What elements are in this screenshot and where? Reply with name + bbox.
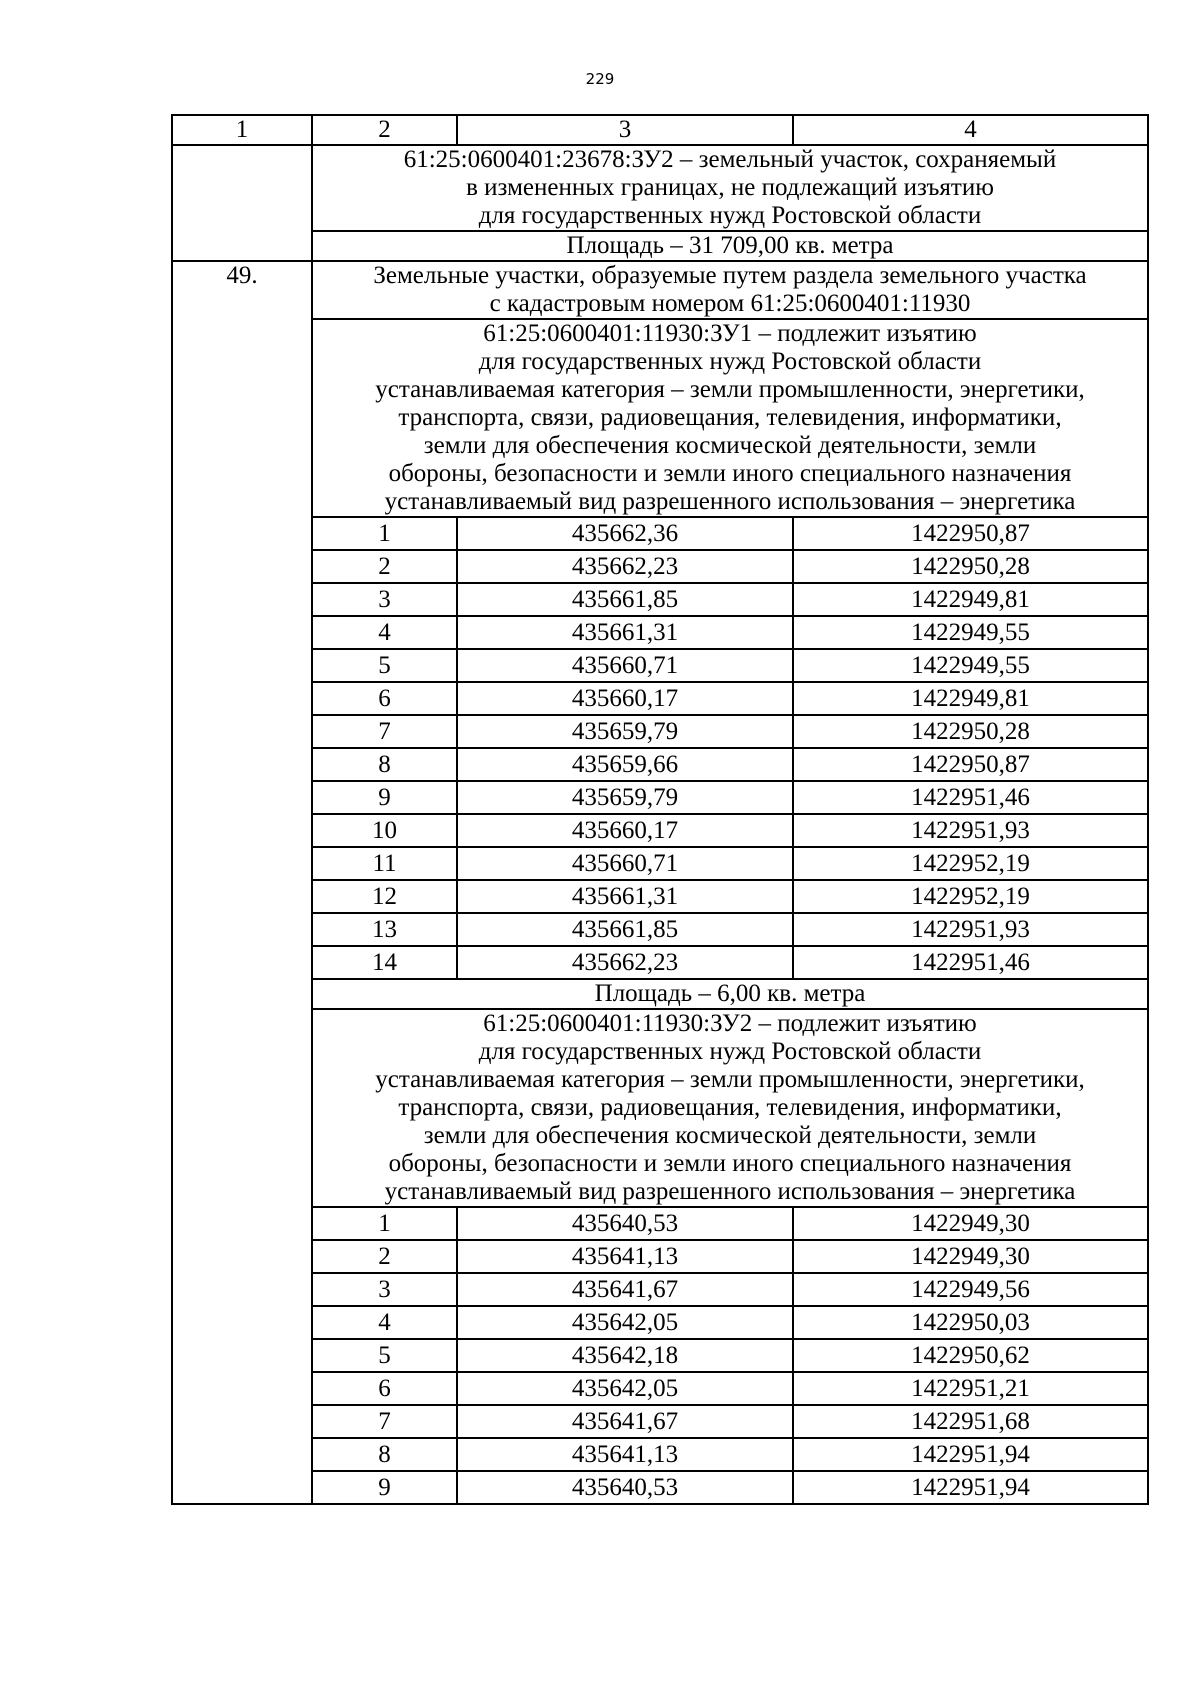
coordinate-x-cell: 435659,66 — [457, 748, 793, 781]
coordinate-x-cell: 435641,13 — [457, 1240, 793, 1273]
coordinate-y-cell: 1422950,87 — [793, 748, 1148, 781]
point-number-cell: 9 — [312, 1471, 457, 1504]
intro-area-cell: Площадь – 31 709,00 кв. метра — [312, 231, 1148, 261]
page-number: 229 — [585, 70, 615, 88]
coordinate-row — [172, 814, 1148, 847]
coordinate-row — [172, 715, 1148, 748]
point-number-cell: 13 — [312, 913, 457, 946]
coordinate-y-cell: 1422952,19 — [793, 847, 1148, 880]
point-number-cell: 2 — [312, 550, 457, 583]
item-number-cell: 49. — [172, 261, 312, 1504]
parcel-description-line: транспорта, связи, радиовещания, телевидения, информатики, — [398, 404, 1062, 431]
coordinate-x-cell: 435662,23 — [457, 946, 793, 979]
point-number-cell: 1 — [312, 1207, 457, 1240]
coordinates-table — [171, 114, 1149, 1505]
coordinate-x-cell: 435659,79 — [457, 715, 793, 748]
coordinate-y-cell: 1422949,81 — [793, 682, 1148, 715]
coordinate-y-cell: 1422951,46 — [793, 781, 1148, 814]
point-number-cell: 2 — [312, 1240, 457, 1273]
parcel-area-cell: Площадь – 6,00 кв. метра — [312, 979, 1148, 1009]
point-number-cell: 12 — [312, 880, 457, 913]
point-number-cell: 3 — [312, 1273, 457, 1306]
item-title-cell — [312, 261, 1148, 319]
coordinate-x-cell: 435641,13 — [457, 1438, 793, 1471]
intro-line: 61:25:0600401:23678:ЗУ2 – земельный участок, сохраняемый — [403, 146, 1057, 173]
item-title-line: Земельные участки, образуемые путем раздела земельного участка — [373, 262, 1087, 289]
coordinate-x-cell: 435640,53 — [457, 1207, 793, 1240]
coordinate-row — [172, 550, 1148, 583]
point-number-cell: 14 — [312, 946, 457, 979]
coordinate-row — [172, 1339, 1148, 1372]
coordinate-x-cell: 435641,67 — [457, 1273, 793, 1306]
parcel-description-line: обороны, безопасности и земли иного специального назначения — [388, 1150, 1072, 1177]
intro-line: в измененных границах, не подлежащий изъятию — [466, 174, 994, 201]
coordinate-y-cell: 1422952,19 — [793, 880, 1148, 913]
point-number-cell: 6 — [312, 682, 457, 715]
coordinate-x-cell: 435640,53 — [457, 1471, 793, 1504]
coordinate-x-cell: 435642,05 — [457, 1372, 793, 1405]
coordinate-y-cell: 1422951,46 — [793, 946, 1148, 979]
point-number-cell: 7 — [312, 715, 457, 748]
coordinate-y-cell: 1422950,62 — [793, 1339, 1148, 1372]
point-number-cell: 4 — [312, 616, 457, 649]
point-number-cell: 10 — [312, 814, 457, 847]
intro-description-cell — [312, 145, 1148, 231]
parcel-description-line: устанавливаемая категория – земли промышленности, энергетики, — [375, 376, 1085, 403]
point-number-cell: 4 — [312, 1306, 457, 1339]
point-number-cell: 11 — [312, 847, 457, 880]
item-title-line: с кадастровым номером 61:25:0600401:11930 — [489, 290, 971, 317]
point-number-cell: 7 — [312, 1405, 457, 1438]
coordinate-row — [172, 1471, 1148, 1504]
coordinate-x-cell: 435641,67 — [457, 1405, 793, 1438]
coordinate-x-cell: 435660,17 — [457, 682, 793, 715]
coordinate-row — [172, 1372, 1148, 1405]
item-title-row — [172, 261, 1148, 319]
coordinate-row — [172, 649, 1148, 682]
coordinate-row — [172, 1207, 1148, 1240]
coordinate-y-cell: 1422949,55 — [793, 649, 1148, 682]
header-cell: 3 — [457, 115, 793, 145]
parcel-description-cell — [312, 1009, 1148, 1207]
coordinate-x-cell: 435662,36 — [457, 517, 793, 550]
coordinate-y-cell: 1422951,93 — [793, 814, 1148, 847]
coordinate-x-cell: 435661,85 — [457, 913, 793, 946]
coordinate-y-cell: 1422951,94 — [793, 1471, 1148, 1504]
coordinate-row — [172, 682, 1148, 715]
parcel-description-line: для государственных нужд Ростовской области — [478, 1038, 982, 1065]
header-cell: 1 — [172, 115, 312, 145]
coordinate-y-cell: 1422949,56 — [793, 1273, 1148, 1306]
parcel-description-line: устанавливаемая категория – земли промышленности, энергетики, — [375, 1066, 1085, 1093]
parcel-description-line: 61:25:0600401:11930:ЗУ1 – подлежит изъятию — [483, 320, 977, 347]
coordinate-x-cell: 435660,71 — [457, 847, 793, 880]
coordinate-y-cell: 1422950,03 — [793, 1306, 1148, 1339]
coordinate-x-cell: 435661,31 — [457, 880, 793, 913]
coordinate-row — [172, 913, 1148, 946]
coordinate-row — [172, 946, 1148, 979]
coordinate-x-cell: 435642,18 — [457, 1339, 793, 1372]
parcel-description-line: для государственных нужд Ростовской области — [478, 348, 982, 375]
coordinate-y-cell: 1422951,93 — [793, 913, 1148, 946]
coordinate-row — [172, 1438, 1148, 1471]
coordinate-row — [172, 1405, 1148, 1438]
point-number-cell: 6 — [312, 1372, 457, 1405]
coordinate-x-cell: 435661,85 — [457, 583, 793, 616]
point-number-cell: 1 — [312, 517, 457, 550]
coordinate-y-cell: 1422949,55 — [793, 616, 1148, 649]
coordinate-row — [172, 880, 1148, 913]
point-number-cell: 5 — [312, 1339, 457, 1372]
parcel-description-row — [172, 319, 1148, 517]
coordinate-x-cell: 435661,31 — [457, 616, 793, 649]
coordinate-row — [172, 616, 1148, 649]
coordinate-y-cell: 1422949,30 — [793, 1240, 1148, 1273]
coordinate-y-cell: 1422951,94 — [793, 1438, 1148, 1471]
coordinate-row — [172, 781, 1148, 814]
intro-area-row — [172, 231, 1148, 261]
coordinate-x-cell: 435662,23 — [457, 550, 793, 583]
parcel-description-line: земли для обеспечения космической деятельности, земли — [423, 432, 1037, 459]
point-number-cell: 8 — [312, 1438, 457, 1471]
coordinate-row — [172, 847, 1148, 880]
coordinate-row — [172, 517, 1148, 550]
parcel-description-line: обороны, безопасности и земли иного специального назначения — [388, 460, 1072, 487]
coordinate-y-cell: 1422951,68 — [793, 1405, 1148, 1438]
parcel-description-cell — [312, 319, 1148, 517]
coordinate-row — [172, 583, 1148, 616]
parcel-description-row — [172, 1009, 1148, 1207]
parcel-area-row — [172, 979, 1148, 1009]
header-row — [172, 115, 1148, 145]
coordinate-y-cell: 1422951,21 — [793, 1372, 1148, 1405]
parcel-description-line: земли для обеспечения космической деятельности, земли — [423, 1122, 1037, 1149]
intro-number-cell — [172, 145, 312, 261]
header-cell: 2 — [312, 115, 457, 145]
coordinate-y-cell: 1422949,30 — [793, 1207, 1148, 1240]
coordinate-x-cell: 435660,17 — [457, 814, 793, 847]
point-number-cell: 9 — [312, 781, 457, 814]
coordinate-row — [172, 1273, 1148, 1306]
parcel-description-line: устанавливаемый вид разрешенного использования – энергетика — [384, 488, 1076, 515]
point-number-cell: 5 — [312, 649, 457, 682]
coordinate-row — [172, 1240, 1148, 1273]
coordinate-row — [172, 1306, 1148, 1339]
coordinate-x-cell: 435659,79 — [457, 781, 793, 814]
coordinate-y-cell: 1422949,81 — [793, 583, 1148, 616]
coordinate-y-cell: 1422950,28 — [793, 550, 1148, 583]
coordinate-y-cell: 1422950,87 — [793, 517, 1148, 550]
coordinate-row — [172, 748, 1148, 781]
parcel-description-line: транспорта, связи, радиовещания, телевидения, информатики, — [398, 1094, 1062, 1121]
coordinate-x-cell: 435660,71 — [457, 649, 793, 682]
point-number-cell: 8 — [312, 748, 457, 781]
parcel-description-line: 61:25:0600401:11930:ЗУ2 – подлежит изъятию — [483, 1010, 977, 1037]
coordinate-x-cell: 435642,05 — [457, 1306, 793, 1339]
coordinate-y-cell: 1422950,28 — [793, 715, 1148, 748]
intro-description-row — [172, 145, 1148, 231]
header-cell: 4 — [793, 115, 1148, 145]
parcel-description-line: устанавливаемый вид разрешенного использования – энергетика — [384, 1178, 1076, 1205]
intro-line: для государственных нужд Ростовской области — [478, 202, 982, 229]
point-number-cell: 3 — [312, 583, 457, 616]
